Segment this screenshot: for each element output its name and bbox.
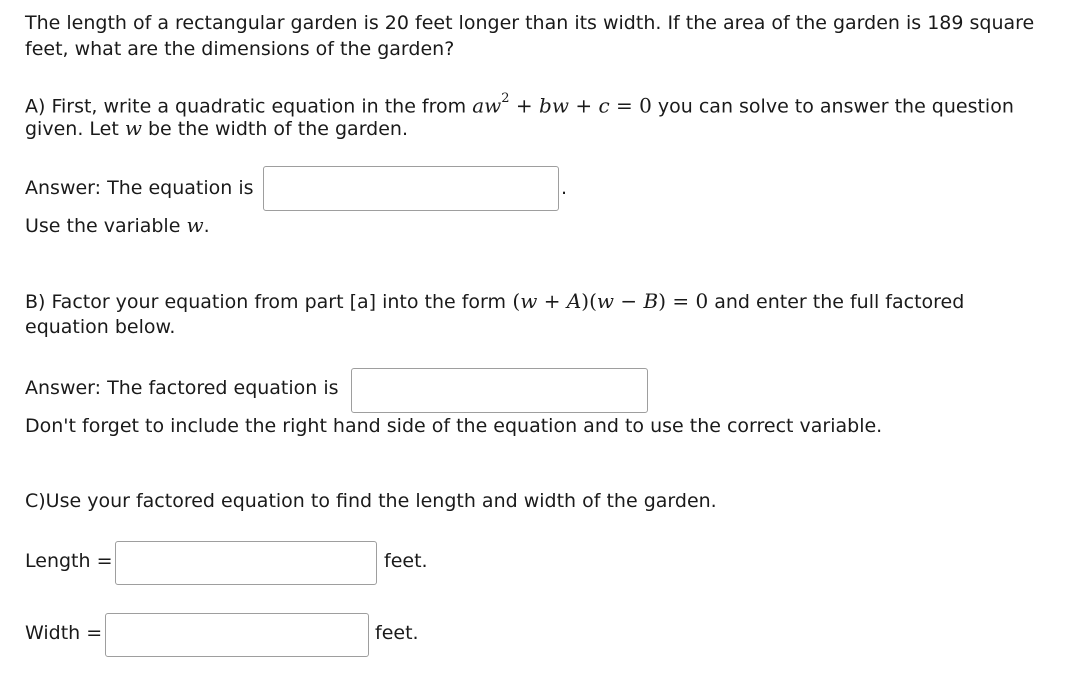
length-label: Length = bbox=[25, 550, 113, 572]
part-b-hint: Don't forget to include the right hand side of the equation and to use the correct variable. bbox=[25, 415, 883, 437]
eq-w: w bbox=[596, 289, 615, 313]
hint-variable-w: w bbox=[186, 213, 204, 237]
part-a-text-after: you can solve to answer the question bbox=[651, 95, 1014, 118]
part-b-answer-label: Answer: The factored equation is bbox=[25, 377, 339, 399]
eq-w: w bbox=[520, 289, 538, 313]
part-a-answer-label: Answer: The equation is bbox=[25, 177, 254, 199]
length-input[interactable] bbox=[115, 541, 377, 585]
answer-period: . bbox=[561, 177, 568, 199]
eq-w: w bbox=[484, 93, 502, 118]
equation-input[interactable] bbox=[263, 166, 559, 211]
width-input[interactable] bbox=[105, 613, 369, 657]
hint-text: Use the variable bbox=[25, 215, 187, 237]
width-unit: feet. bbox=[375, 622, 419, 644]
part-b-text-before: B) Factor your equation from part [a] into the form bbox=[25, 291, 507, 313]
eq-A: A bbox=[566, 289, 582, 313]
eq-a: a bbox=[472, 93, 485, 118]
eq-close-equals-zero: ) = 0 bbox=[658, 289, 709, 313]
part-b-instruction-line-2: equation below. bbox=[25, 316, 176, 338]
eq-c: c bbox=[598, 93, 610, 118]
eq-minus: − bbox=[614, 289, 644, 313]
eq-paren-mid: )( bbox=[581, 289, 597, 313]
length-unit: feet. bbox=[384, 550, 428, 572]
part-a-text-before: A) First, write a quadratic equation in the from bbox=[25, 95, 467, 118]
eq-open-paren: ( bbox=[506, 289, 521, 313]
eq-plus: + bbox=[568, 93, 599, 118]
part-a-instruction-line-2 bbox=[25, 115, 408, 142]
factored-equation-input[interactable] bbox=[351, 368, 648, 413]
eq-w: w bbox=[551, 93, 569, 118]
part-a-line2-after: be the width of the garden. bbox=[141, 118, 408, 140]
variable-w: w bbox=[124, 116, 142, 140]
part-a-line2-before: given. Let bbox=[25, 118, 125, 140]
problem-text-line-2: feet, what are the dimensions of the garden? bbox=[25, 38, 455, 60]
eq-b: b bbox=[539, 93, 552, 118]
part-c-instruction: C)Use your factored equation to find the length and width of the garden. bbox=[25, 490, 717, 512]
hint-period: . bbox=[203, 215, 210, 237]
eq-equals-zero: = 0 bbox=[609, 93, 652, 118]
width-label: Width = bbox=[25, 622, 103, 644]
eq-B: B bbox=[643, 289, 659, 313]
part-a-hint bbox=[25, 212, 210, 239]
part-b-text-after: and enter the full factored bbox=[708, 291, 965, 313]
eq-plus: + bbox=[509, 93, 540, 118]
problem-text-line-1: The length of a rectangular garden is 20 feet longer than its width. If the area of the garden is 189 square bbox=[25, 12, 1035, 34]
eq-plus: + bbox=[537, 289, 567, 313]
part-b-instruction-line-1 bbox=[25, 288, 964, 315]
eq-exponent: 2 bbox=[501, 91, 510, 106]
